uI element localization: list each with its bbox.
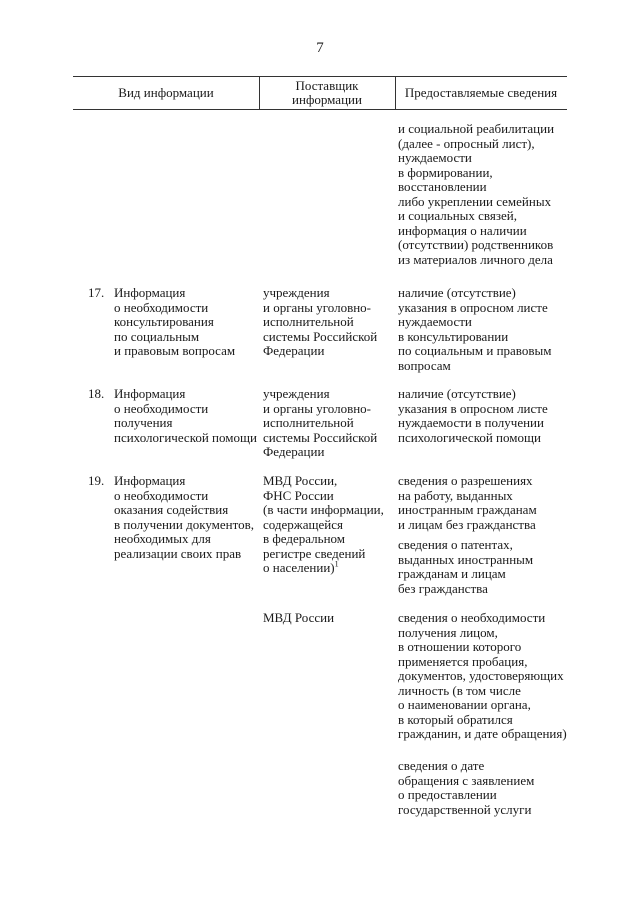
column-header-provider: Поставщик информации bbox=[292, 78, 362, 107]
row-number: 18. bbox=[88, 386, 105, 401]
column-header-provided-data: Предоставляемые сведения bbox=[404, 85, 558, 100]
provider-cell bbox=[263, 474, 384, 576]
row-number: 17. bbox=[88, 285, 105, 300]
provided-data-cell: сведения о необходимости получения лицом, в отношении которого применяется пробация, документов, удостоверяющих личность (в том числе о наименовании органа, в который обратился гражданин, и дате обращения) bbox=[398, 610, 567, 741]
provided-data-cell: сведения о дате обращения с заявлением о предоставлении государственной услуги bbox=[398, 758, 535, 817]
provided-data-cell: сведения о разрешениях на работу, выданных иностранным гражданам и лицам без гражданства bbox=[398, 473, 537, 532]
page-number: 7 bbox=[316, 40, 324, 56]
provider-cell: МВД России bbox=[263, 610, 335, 625]
footnote-marker: 1 bbox=[334, 559, 339, 569]
provided-data-cell: наличие (отсутствие) указания в опросном листе нуждаемости в получении психологической помощи bbox=[398, 386, 548, 445]
continued-provided-data: и социальной реабилитации (далее - опросный лист), нуждаемости в формировании, восстановлении либо укреплении семейных и социальных связей, информация о наличии (отсутствии) родственников из материалов личного дела bbox=[398, 121, 555, 267]
info-type-cell: Информация о необходимости оказания содействия в получении документов, необходимых для реализации своих прав bbox=[114, 473, 255, 561]
table-header-top-border bbox=[73, 76, 567, 77]
provider-text: МВД России, ФНС России (в части информации, содержащейся в федеральном регистре сведений о населении) bbox=[263, 473, 384, 575]
row-number: 19. bbox=[88, 473, 105, 488]
info-type-cell: Информация о необходимости консультирования по социальным и правовым вопросам bbox=[114, 285, 236, 358]
column-header-info-type: Вид информации bbox=[118, 85, 214, 100]
provider-cell: учреждения и органы уголовно- исполнительной системы Российской Федерации bbox=[263, 386, 378, 459]
provided-data-cell: наличие (отсутствие) указания в опросном листе нуждаемости в консультировании по социальным и правовым вопросам bbox=[398, 285, 552, 373]
info-type-cell: Информация о необходимости получения психологической помощи bbox=[114, 386, 257, 445]
table-header-bottom-border bbox=[73, 109, 567, 110]
provided-data-cell: сведения о патентах, выданных иностранным гражданам и лицам без гражданства bbox=[398, 537, 534, 596]
provider-cell: учреждения и органы уголовно- исполнительной системы Российской Федерации bbox=[263, 285, 378, 358]
